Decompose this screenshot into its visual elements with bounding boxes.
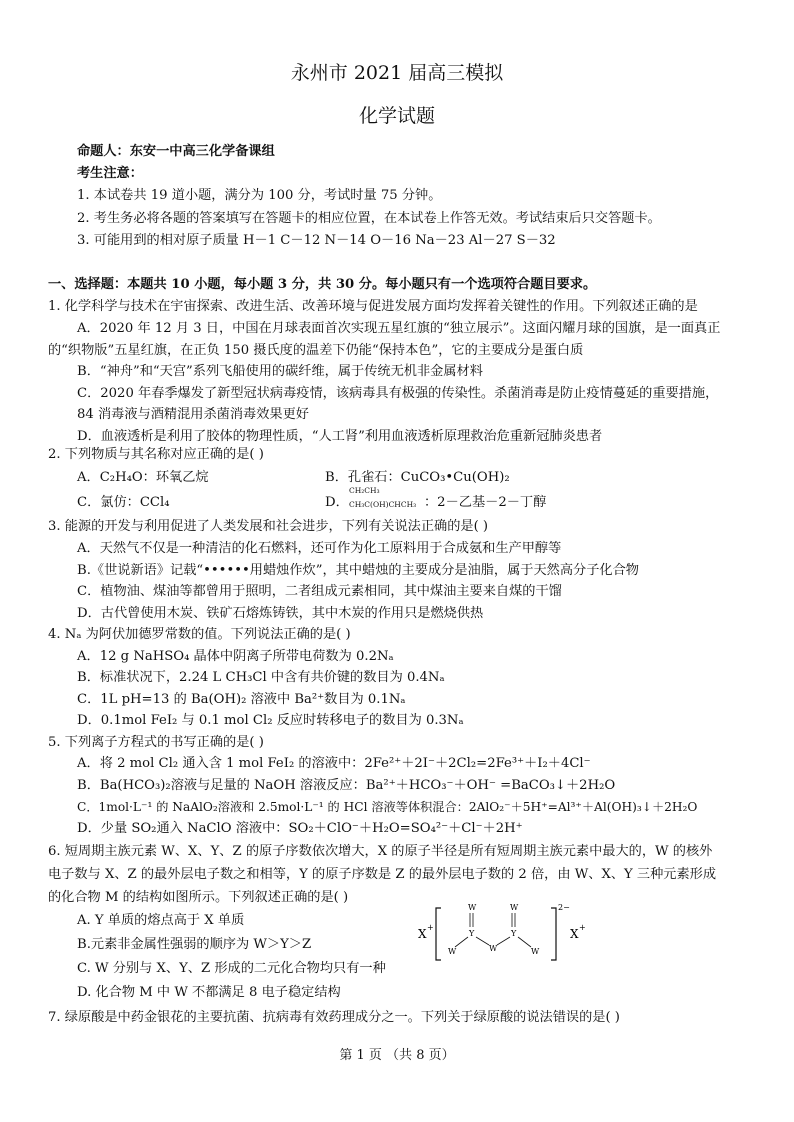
q2-option-c: C．氯仿：CCl₄ (77, 495, 170, 510)
q1-option-b: B．“神舟”和“天宫”系列飞船使用的碳纤维，属于传统无机非金属材料 (77, 364, 483, 379)
bracket-left (436, 908, 441, 960)
cation-right-charge: + (579, 923, 586, 932)
q6-stem-line3: 的化合物 M 的结构如图所示。下列叙述正确的是( ) (48, 890, 349, 905)
q6-option-d: D. 化合物 M 中 W 不都满足 8 电子稳定结构 (77, 985, 341, 1000)
q6-structure-diagram (410, 896, 600, 968)
atom-w-bottom-left: W (448, 947, 457, 956)
q5-option-c: C．1mol·L⁻¹ 的 NaAlO₂溶液和 2.5mol·L⁻¹ 的 HCl 溶液等体积混合：2AlO₂⁻＋5H⁺=Al³⁺＋Al(OH)₃↓＋2H₂O (77, 800, 698, 814)
cation-left: X (418, 927, 427, 941)
q7-stem: 7. 绿原酸是中药金银花的主要抗菌、抗病毒有效药理成分之一。下列关于绿原酸的说法错误的是( ) (48, 1010, 620, 1025)
q6-stem-line2: 电子数与 X、Z 的最外层电子数之和相等，Y 的原子序数是 Z 的最外层电子数的 2 倍，由 W、X、Y 三种元素形成 (48, 867, 717, 882)
note-2: 2. 考生务必将各题的答案填写在答题卡的相应位置，在本试卷上作答无效。考试结束后只交答题卡。 (77, 211, 661, 226)
q6-option-c: C. W 分别与 X、Y、Z 形成的二元化合物均只有一种 (77, 961, 386, 976)
q5-option-d: D．少量 SO₂通入 NaClO 溶液中：SO₂＋ClO⁻＋H₂O=SO₄²⁻＋Cl⁻＋2H⁺ (77, 821, 523, 836)
q1-option-a-line2: 的“织物版”五星红旗，在正负 150 摄氏度的温差下仍能“保持本色”，它的主要成分是蛋白质 (48, 343, 584, 358)
atom-y-right: Y (511, 929, 517, 938)
cation-left-charge: + (427, 923, 434, 932)
atom-w-top-left: W (468, 903, 477, 912)
atom-w-bridge: W (489, 944, 498, 953)
note-1: 1. 本试卷共 19 道小题，满分为 100 分，考试时量 75 分钟。 (77, 188, 442, 203)
q2-stem: 2. 下列物质与其名称对应正确的是( ) (48, 447, 264, 462)
q1-option-d: D．血液透析是利用了胶体的物理性质，“人工肾”利用血液透析原理救治危重新冠肺炎患者 (77, 429, 603, 444)
anion-charge: 2− (558, 903, 570, 912)
q5-stem: 5. 下列离子方程式的书写正确的是( ) (48, 735, 264, 750)
notes-heading: 考生注意： (77, 166, 143, 181)
q4-option-b: B．标准状况下，2.24 L CH₃Cl 中含有共价键的数目为 0.4Nₐ (77, 670, 445, 685)
atom-w-bottom-right: W (531, 947, 540, 956)
q4-stem: 4. Nₐ 为阿伏加德罗常数的值。下列说法正确的是( ) (48, 627, 351, 642)
q6-option-a: A. Y 单质的熔点高于 X 单质 (77, 913, 245, 928)
q3-option-c: C．植物油、煤油等都曾用于照明，二者组成元素相同，其中煤油主要来自煤的干馏 (77, 584, 562, 599)
q4-option-d: D．0.1mol FeI₂ 与 0.1 mol Cl₂ 反应时转移电子的数目为 0.3Nₐ (77, 713, 464, 728)
q2-option-a: A．C₂H₄O：环氧乙烷 (77, 470, 209, 485)
bond-lines (455, 913, 531, 947)
q5-option-a: A．将 2 mol Cl₂ 通入含 1 mol FeI₂ 的溶液中：2Fe²⁺＋2I⁻＋2Cl₂=2Fe³⁺＋I₂＋4Cl⁻ (77, 756, 591, 771)
q3-option-b: B.《世说新语》记载“••••••用蜡烛作炊”，其中蜡烛的主要成分是油脂，属于天然高分子化合物 (77, 563, 639, 578)
exam-title: 永州市 2021 届高三模拟 (290, 62, 504, 84)
q2-option-d-label: D． (325, 495, 349, 510)
exam-subtitle: 化学试题 (358, 105, 435, 127)
section-heading: 一、选择题：本题共 10 小题，每小题 3 分，共 30 分。每小题只有一个选项符合题目要求。 (48, 277, 597, 292)
bracket-right (551, 908, 556, 960)
q5-option-b: B．Ba(HCO₃)₂溶液与足量的 NaOH 溶液反应：Ba²⁺＋HCO₃⁻＋OH⁻ =BaCO₃↓＋2H₂O (77, 778, 616, 793)
q3-stem: 3. 能源的开发与利用促进了人类发展和社会进步，下列有关说法正确的是( ) (48, 519, 489, 534)
q4-option-c: C．1L pH=13 的 Ba(OH)₂ 溶液中 Ba²⁺数目为 0.1Nₐ (77, 692, 406, 707)
q3-option-a: A．天然气不仅是一种清洁的化石燃料，还可作为化工原料用于合成氨和生产甲醇等 (77, 541, 562, 556)
q4-option-a: A．12 g NaHSO₄ 晶体中阴离子所带电荷数为 0.2Nₐ (77, 649, 394, 664)
q2-d-formula-top: CH₂CH₃ (349, 486, 380, 495)
atom-w-top-right: W (510, 903, 519, 912)
author-line: 命题人：东安一中高三化学备课组 (77, 144, 275, 159)
q6-option-b: B.元素非金属性强弱的顺序为 W＞Y＞Z (77, 937, 312, 952)
q2-d-formula-bottom: CH₃C(OH)CHCH₃ (349, 500, 417, 509)
atom-y-left: Y (469, 929, 475, 938)
q1-option-a-line1: A．2020 年 12 月 3 日，中国在月球表面首次实现五星红旗的“独立展示”。这面闪耀月球的国旗，是一面真正 (77, 321, 721, 336)
q2-option-b: B．孔雀石：CuCO₃•Cu(OH)₂ (325, 470, 510, 485)
q1-stem: 1. 化学科学与技术在宇宙探索、改进生活、改善环境与促进发展方面均发挥着关键性的作用。下列叙述正确的是 (48, 299, 698, 314)
cation-right: X (570, 927, 579, 941)
q3-option-d: D．古代曾使用木炭、铁矿石熔炼铸铁，其中木炭的作用只是燃烧供热 (77, 606, 484, 621)
q1-option-c-line1: C．2020 年春季爆发了新型冠状病毒疫情，该病毒具有极强的传染性。杀菌消毒是防止疫情蔓延的重要措施， (77, 386, 719, 401)
note-3: 3. 可能用到的相对原子质量 H－1 C－12 N－14 O－16 Na－23 Al－27 S－32 (77, 233, 556, 248)
q6-stem-line1: 6. 短周期主族元素 W、X、Y、Z 的原子序数依次增大，X 的原子半径是所有短周期主族元素中最大的，W 的核外 (48, 844, 713, 859)
q2-d-name: ：2－乙基－2－丁醇 (424, 495, 547, 510)
q1-option-c-line2: 84 消毒液与酒精混用杀菌消毒效果更好 (77, 407, 309, 422)
page-footer: 第 1 页 （共 8 页） (339, 1048, 455, 1063)
